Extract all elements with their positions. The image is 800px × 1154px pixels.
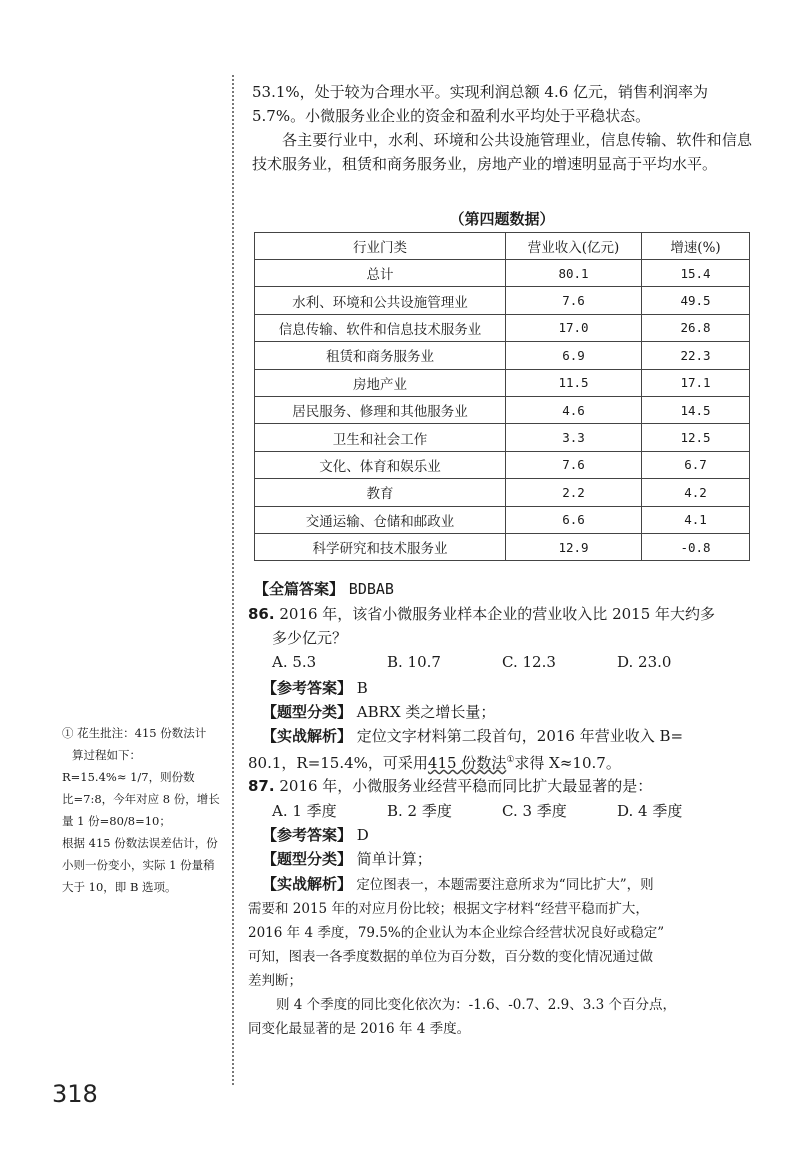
revenue-value: 11.5: [506, 369, 642, 396]
margin-divider: [232, 75, 234, 1085]
side-annotation: [62, 722, 228, 898]
industry-name: 房地产业: [255, 369, 506, 396]
intro-line-2: 5.7%。小微服务业企业的资金和盈利水平均处于平稳状态。: [252, 107, 651, 125]
type-label: 【题型分类】: [262, 703, 353, 721]
q86-analysis-line-1: [262, 725, 683, 747]
type-label: 【题型分类】: [262, 850, 353, 868]
industry-name: 租赁和商务服务业: [255, 342, 506, 369]
growth-value: 22.3: [642, 342, 750, 369]
question-86-number: 86.: [248, 605, 275, 623]
industry-name: 总计: [255, 260, 506, 287]
table-row: [255, 314, 750, 341]
analysis-line: 2016 年 4 季度，79.5%的企业认为本企业综合经营状况良好或稳定”: [248, 925, 665, 941]
question-87-number: 87.: [248, 777, 275, 795]
revenue-value: 6.6: [506, 506, 642, 533]
industry-name: 文化、体育和娱乐业: [255, 451, 506, 478]
growth-value: 6.7: [642, 451, 750, 478]
revenue-value: 7.6: [506, 287, 642, 314]
option-c: C. 12.3: [502, 653, 556, 671]
side-line: 大于 10，即 B 选项。: [62, 880, 177, 894]
industry-name: 信息传输、软件和信息技术服务业: [255, 314, 506, 341]
analysis-line: 差判断；: [248, 973, 302, 989]
table-row: [255, 260, 750, 287]
side-line: 比=7:8，今年对应 8 份，增长: [62, 792, 220, 806]
intro-line-1: 53.1%，处于较为合理水平。实现利润总额 4.6 亿元，销售利润率为: [252, 83, 709, 101]
q87-question-type: [262, 848, 432, 870]
growth-value: 12.5: [642, 424, 750, 451]
growth-value: 49.5: [642, 287, 750, 314]
question-86-text-2: 多少亿元？: [272, 629, 348, 647]
growth-value: 4.2: [642, 479, 750, 506]
industry-name: 交通运输、仓储和邮政业: [255, 506, 506, 533]
table-row: [255, 506, 750, 533]
header-industry: 行业门类: [255, 233, 506, 260]
ref-answer-label: 【参考答案】: [262, 826, 353, 844]
revenue-value: 80.1: [506, 260, 642, 287]
question-86-text-1: 2016 年，该省小微服务业样本企业的营业收入比 2015 年大约多: [279, 605, 716, 623]
industry-name: 科学研究和技术服务业: [255, 533, 506, 560]
header-growth: 增速(%): [642, 233, 750, 260]
revenue-value: 7.6: [506, 451, 642, 478]
growth-value: -0.8: [642, 533, 750, 560]
analysis-label: 【实战解析】: [262, 727, 353, 745]
option-b: B. 2 季度: [387, 802, 452, 820]
industry-name: 卫生和社会工作: [255, 424, 506, 451]
growth-value: 4.1: [642, 506, 750, 533]
intro-text: [252, 80, 752, 176]
full-answer-value: BDBAB: [348, 580, 394, 598]
header-revenue: 营业收入(亿元): [506, 233, 642, 260]
q87-reference-answer: [262, 824, 369, 846]
industry-name: 水利、环境和公共设施管理业: [255, 287, 506, 314]
industry-table: [254, 232, 750, 561]
q86-question-type: [262, 701, 495, 723]
side-line: 根据 415 份数法误差估计，份: [62, 836, 218, 850]
intro-paragraph-2: 各主要行业中，水利、环境和公共设施管理业，信息传输、软件和信息技术服务业，租赁和商务服务业，房地产业的增速明显高于平均水平。: [252, 131, 752, 173]
revenue-value: 17.0: [506, 314, 642, 341]
analysis-line: 可知，图表一各季度数据的单位为百分数，百分数的变化情况通过做: [248, 949, 653, 965]
question-86: [248, 603, 753, 625]
table-row: [255, 396, 750, 423]
revenue-value: 3.3: [506, 424, 642, 451]
analysis-text: 80.1，R=15.4%，可采用: [248, 754, 428, 772]
question-86-options: [272, 653, 732, 671]
analysis-line: [248, 872, 753, 897]
full-answer-label: 【全篇答案】: [254, 580, 345, 598]
table-row: [255, 424, 750, 451]
table-row: [255, 479, 750, 506]
full-answer: [254, 578, 394, 600]
growth-value: 15.4: [642, 260, 750, 287]
question-87: [248, 775, 753, 797]
question-87-text-1: 2016 年，小微服务业经营平稳而同比扩大最显著的是：: [279, 777, 653, 795]
analysis-text: 定位图表一，本题需要注意所求为“同比扩大”，则: [356, 877, 654, 893]
growth-value: 14.5: [642, 396, 750, 423]
option-d: D. 4 季度: [617, 802, 683, 820]
method-415-link: 415 份数法: [427, 754, 507, 772]
type-value: 简单计算；: [356, 850, 432, 868]
side-line: ① 花生批注：415 份数法计: [62, 726, 207, 740]
side-line: 量 1 份=80/8=10；: [62, 814, 171, 828]
type-value: ABRX 类之增长量；: [356, 703, 496, 721]
table-title: （第四题数据）: [449, 210, 555, 228]
revenue-value: 2.2: [506, 479, 642, 506]
ref-answer-value: D: [356, 826, 369, 844]
q87-analysis: [248, 872, 753, 1041]
table-row: [255, 369, 750, 396]
analysis-label: 【实战解析】: [262, 875, 353, 893]
side-line: R=15.4%≈ 1/7，则份数: [62, 770, 195, 784]
growth-value: 26.8: [642, 314, 750, 341]
industry-name: 教育: [255, 479, 506, 506]
table-row: [255, 287, 750, 314]
page-number: 318: [52, 1080, 98, 1108]
q86-reference-answer: [262, 677, 368, 699]
footnote-marker: ①: [506, 755, 515, 765]
ref-answer-label: 【参考答案】: [262, 679, 353, 697]
analysis-line: 同变化最显著的是 2016 年 4 季度。: [248, 1021, 471, 1037]
analysis-line: 需要和 2015 年的对应月份比较；根据文字材料“经营平稳而扩大，: [248, 901, 649, 917]
ref-answer-value: B: [356, 679, 368, 697]
table-row: [255, 533, 750, 560]
growth-value: 17.1: [642, 369, 750, 396]
side-line: 算过程如下：: [72, 748, 141, 762]
revenue-value: 12.9: [506, 533, 642, 560]
question-87-options: [272, 800, 732, 821]
analysis-text: 定位文字材料第二段首句，2016 年营业收入 B=: [356, 727, 684, 745]
option-d: D. 23.0: [617, 653, 672, 671]
option-a: A. 1 季度: [272, 802, 337, 820]
revenue-value: 6.9: [506, 342, 642, 369]
side-line: 小则一份变小，实际 1 份量稍: [62, 858, 215, 872]
analysis-line: 则 4 个季度的同比变化依次为：-1.6、-0.7、2.9、3.3 个百分点，: [276, 997, 676, 1013]
q86-analysis-line-2: [248, 749, 621, 774]
option-a: A. 5.3: [272, 653, 317, 671]
industry-name: 居民服务、修理和其他服务业: [255, 396, 506, 423]
table-row: [255, 342, 750, 369]
table-row: [255, 451, 750, 478]
option-c: C. 3 季度: [502, 802, 567, 820]
option-b: B. 10.7: [387, 653, 441, 671]
table-header-row: [255, 233, 750, 260]
analysis-text: 求得 X≈10.7。: [514, 754, 621, 772]
revenue-value: 4.6: [506, 396, 642, 423]
